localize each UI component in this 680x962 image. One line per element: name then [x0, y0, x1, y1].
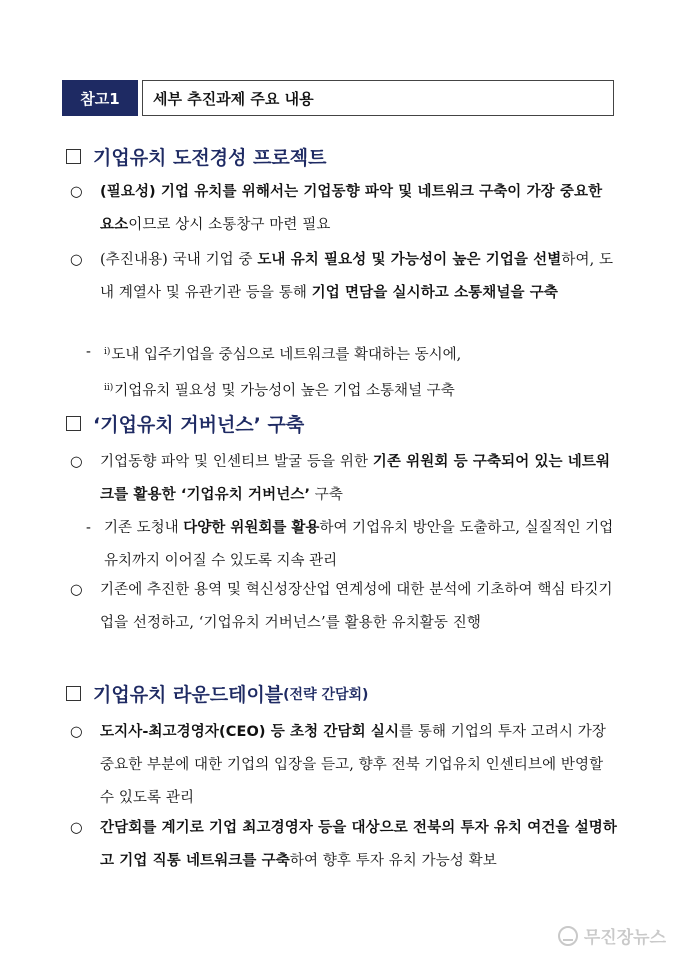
- section-heading-2: [66, 410, 304, 437]
- circle-bullet-icon: ○: [70, 820, 83, 836]
- section-subtitle: (전략 간담회): [283, 686, 369, 703]
- section-title: 기업유치 도전경성 프로젝트: [93, 147, 327, 169]
- watermark: [558, 923, 666, 948]
- watermark-logo-icon: [558, 926, 578, 946]
- circle-bullet-icon: ○: [70, 184, 83, 200]
- reference-header: [62, 80, 614, 116]
- bullet-item: ○ 기존에 추진한 용역 및 혁신성장산업 연계성에 대한 분석에 기초하여 핵심 타깃기업을 선정하고, ‘기업유치 거버넌스’를 활용한 유치활동 진행: [70, 574, 618, 640]
- bullet-item: ○ 기업동향 파악 및 인센티브 발굴 등을 위한 기존 위원회 등 구축되어 있는 네트워크를 활용한 ‘기업유치 거버넌스’ 구축: [70, 446, 618, 512]
- dash-item: - $^{i)}$도내 입주기업을 중심으로 네트워크를 확대하는 동시에, $^{ii)}$기업유치 필요성 및 가능성이 높은 기업 소통채널 구축: [86, 336, 626, 408]
- bullet-item: ○ (추진내용) 국내 기업 중 도내 유치 필요성 및 가능성이 높은 기업을 선별하여, 도내 계열사 및 유관기관 등을 통해 기업 면담을 실시하고 소통채널을 구축: [70, 244, 618, 310]
- dash-bullet-icon: -: [86, 344, 91, 360]
- dash-item: - 기존 도청내 다양한 위원회를 활용하여 기업유치 방안을 도출하고, 실질적인 기업 유치까지 이어질 수 있도록 지속 관리: [86, 512, 626, 578]
- bullet-item: ○ 간담회를 계기로 기업 최고경영자 등을 대상으로 전북의 투자 유치 여건을 설명하고 기업 직통 네트워크를 구축하여 향후 투자 유치 가능성 확보: [70, 812, 618, 878]
- section-title: ‘기업유치 거버넌스’ 구축: [93, 414, 305, 436]
- section-title: 기업유치 라운드테이블: [93, 684, 284, 706]
- circle-bullet-icon: ○: [70, 454, 83, 470]
- reference-tag: 참고1: [62, 80, 138, 116]
- circle-bullet-icon: ○: [70, 724, 83, 740]
- bullet-item: ○ (필요성) 기업 유치를 위해서는 기업동향 파악 및 네트워크 구축이 가장 중요한 요소이므로 상시 소통창구 마련 필요: [70, 176, 618, 242]
- dash-bullet-icon: -: [86, 520, 91, 536]
- checkbox-square-icon: [66, 686, 81, 701]
- checkbox-square-icon: [66, 149, 81, 164]
- checkbox-square-icon: [66, 416, 81, 431]
- circle-bullet-icon: ○: [70, 582, 83, 598]
- bullet-item: ○ 도지사-최고경영자(CEO) 등 초청 간담회 실시를 통해 기업의 투자 고려시 가장 중요한 부분에 대한 기업의 입장을 듣고, 향후 전북 기업유치 인센티브에 반영할 수 있도록 관리: [70, 716, 618, 815]
- watermark-text: 무진장뉴스: [583, 928, 666, 948]
- section-heading-3: [66, 680, 368, 707]
- circle-bullet-icon: ○: [70, 252, 83, 268]
- reference-title: 세부 추진과제 주요 내용: [142, 80, 614, 116]
- section-heading-1: [66, 143, 326, 170]
